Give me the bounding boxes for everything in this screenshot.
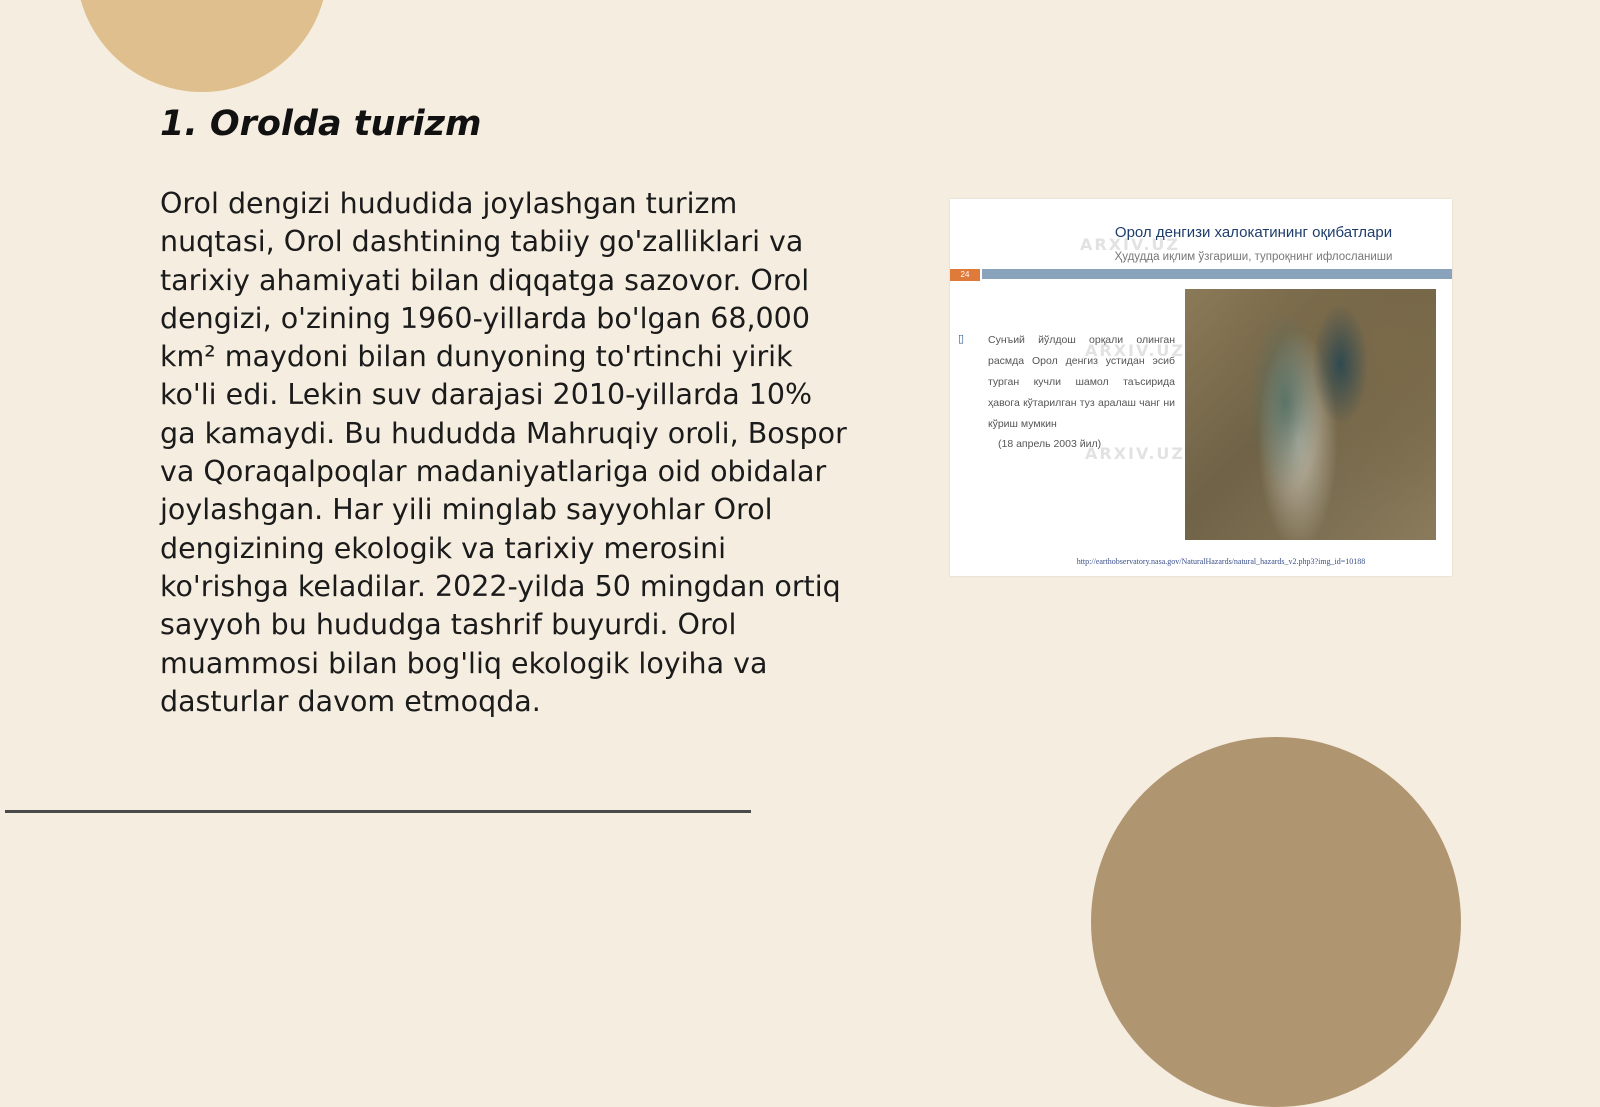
satellite-photo — [1185, 289, 1436, 540]
divider-line — [5, 810, 751, 813]
decorative-circle-bottom — [1091, 737, 1461, 1107]
embedded-slide-description: Сунъий йўлдош орқали олинган расмда Орол денгиз устидан эсиб турган кучли шамол таъсирида ҳавога кўтарилган туз аралаш чанг ни кўриш мумкин — [988, 334, 1175, 430]
embedded-slide-header-bar — [982, 269, 1452, 279]
body-paragraph: Orol dengizi hududida joylashgan turizm nuqtasi, Orol dashtining tabiiy go'zalliklari va tarixiy ahamiyati bilan diqqatga sazovor. Orol dengizi, o'zining 1960-yillarda bo'lgan 68,000 km² maydoni bilan dunyoning to'rtinchi yirik ko'li edi. Lekin suv darajasi 2010-yillarda 10% ga kamaydi. Bu hududda Mahruqiy oroli, Bospor va Qoraqalpoqlar madaniyatlariga oid obidalar joylashgan. Har yili minglab sayyohlar Orol dengizining ekologik va tarixiy merosini ko'rishga keladilar. 2022-yilda 50 mingdan ortiq sayyoh bu hududga tashrif buyurdi. Orol muammosi bilan bog'liq ekologik loyiha va dasturlar davom etmoqda. — [160, 187, 847, 718]
watermark-text: ARXIV.UZ — [1080, 235, 1180, 254]
embedded-slide-number: 24 — [950, 269, 980, 281]
decorative-circle-top — [76, 0, 328, 92]
watermark-text: ARXIV.UZ — [1085, 444, 1185, 463]
embedded-slide-source-url: http://earthobservatory.nasa.gov/NaturalHazards/natural_hazards_v2.php3?img_id=10188 — [1076, 557, 1366, 566]
slide-heading: 1. Orolda turizm — [160, 104, 482, 144]
embedded-slide-image — [950, 199, 1452, 576]
bullet-icon: ▯ — [958, 332, 965, 345]
embedded-slide-date: (18 апрель 2003 йил) — [998, 438, 1102, 450]
watermark-text: ARXIV.UZ — [1085, 341, 1185, 360]
embedded-slide-title: Орол денгизи халокатининг оқибатлари — [1114, 224, 1393, 241]
embedded-slide-subtitle: Ҳудудда иқлим ўзгариши, тупроқнинг ифлосланиши — [1114, 251, 1393, 263]
